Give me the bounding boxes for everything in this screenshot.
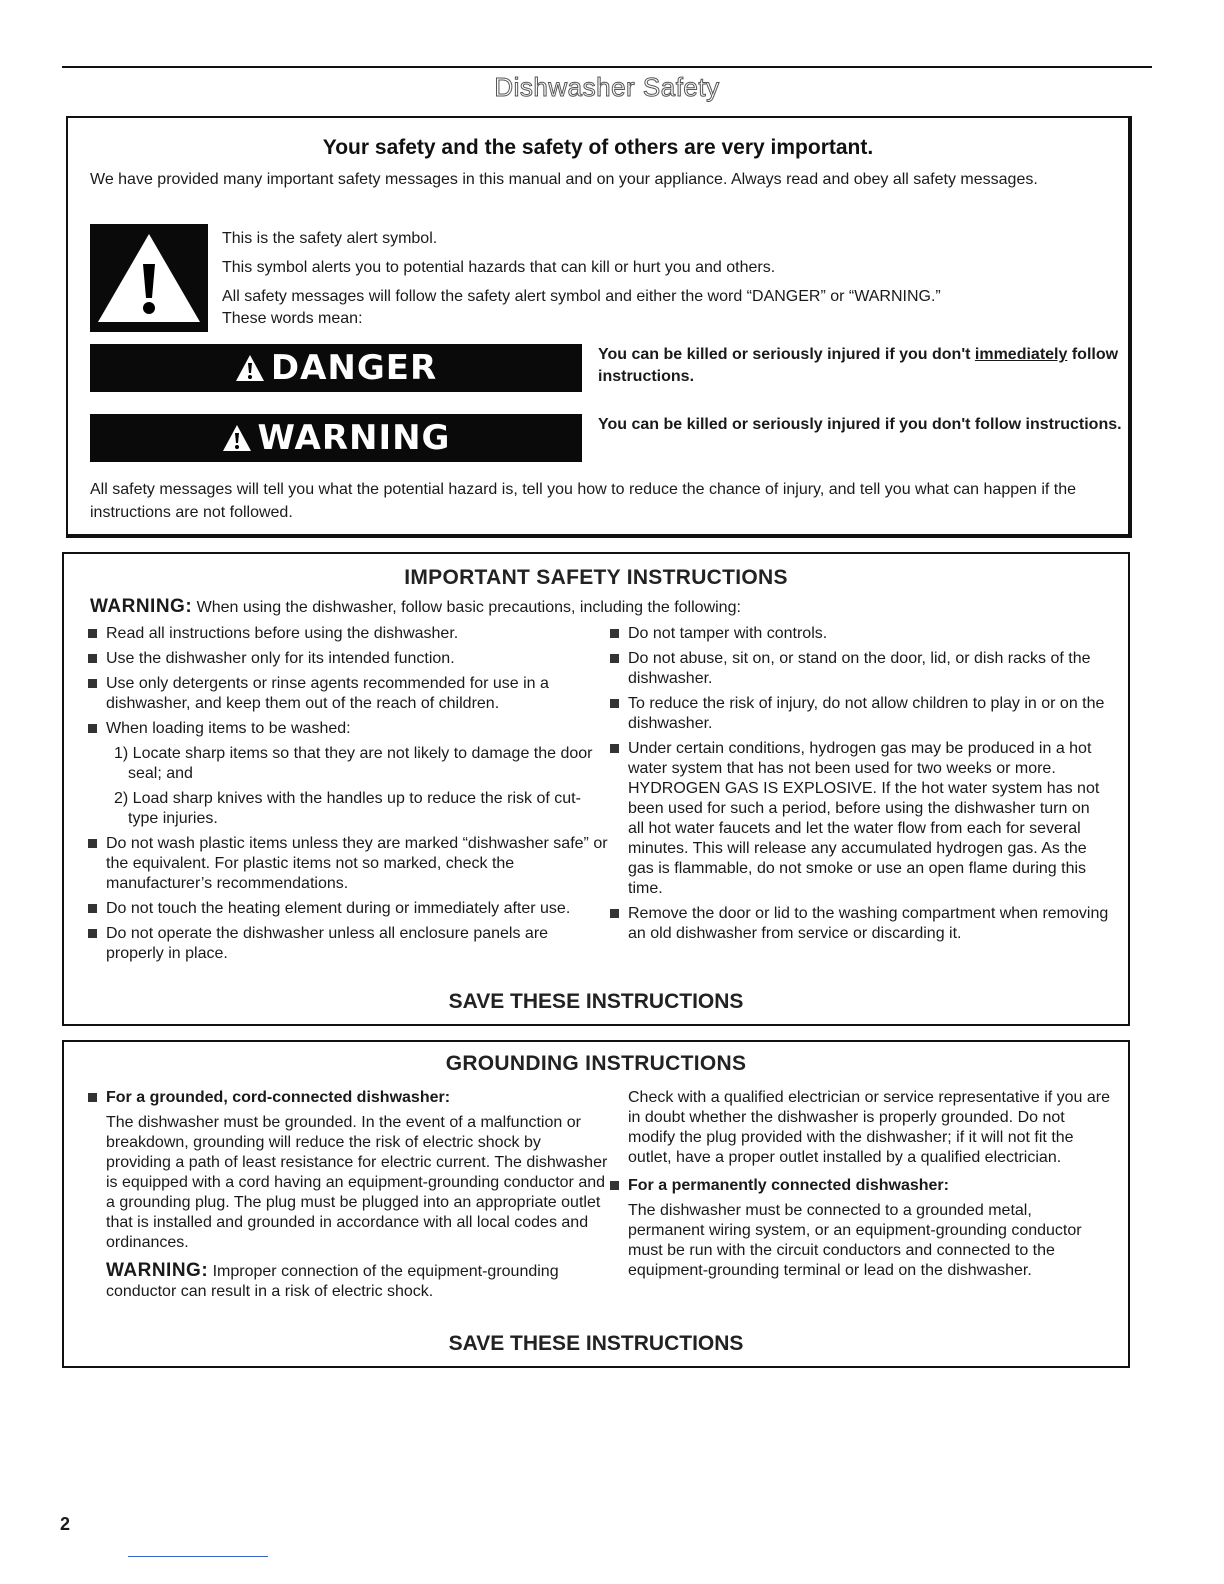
instructions-left-column: [88, 624, 608, 969]
page-number: 2: [60, 1514, 71, 1534]
symbol-line: These words mean:: [222, 310, 363, 327]
list-item: To reduce the risk of injury, do not allow children to play in or on the dishwasher.: [610, 694, 1110, 734]
list-item: When loading items to be washed:: [88, 719, 608, 739]
list-item: Do not wash plastic items unless they are marked “dishwasher safe” or the equivalent. For plastic items not so marked, check the manufacturer’s recommendations.: [88, 834, 608, 894]
section-heading: GROUNDING INSTRUCTIONS: [445, 1052, 747, 1075]
warning-triangle-icon: [235, 354, 265, 382]
list-item: Do not tamper with controls.: [610, 624, 1110, 644]
immediately-emphasis: immediately: [974, 346, 1068, 363]
save-instructions-label: SAVE THESE INSTRUCTIONS: [448, 1332, 744, 1355]
safety-box: [66, 116, 1132, 538]
symbol-line: This is the safety alert symbol.: [222, 230, 438, 247]
corded-heading: For a grounded, cord-connected dishwasher:: [88, 1088, 608, 1108]
section-heading: IMPORTANT SAFETY INSTRUCTIONS: [404, 566, 788, 589]
danger-label: DANGER: [270, 348, 438, 388]
top-rule: [62, 66, 1152, 68]
warning-label: WARNING: [257, 418, 451, 458]
sub-item: 2) Load sharp knives with the handles up to reduce the risk of cut-type injuries.: [114, 790, 581, 827]
grounding-instructions: [62, 1040, 1130, 1368]
permanent-text: The dishwasher must be connected to a grounded metal, permanent wiring system, or an equipment-grounding conductor must be run with the circuit conductors and connected to the equipment-grounding terminal or lead on the dishwasher.: [628, 1202, 1082, 1279]
symbol-explanation: [222, 228, 1102, 330]
list-item: Do not abuse, sit on, or stand on the door, lid, or dish racks of the dishwasher.: [610, 649, 1110, 689]
check-text: Check with a qualified electrician or service representative if you are in doubt whether the dishwasher is properly grounded. Do not modify the plug provided with the dishwasher; if it will not fit the outlet, have a proper outlet installed by a qualified electrician.: [628, 1089, 1111, 1166]
important-safety-instructions: [62, 552, 1130, 1026]
list-item: Use the dishwasher only for its intended function.: [88, 649, 608, 669]
list-item: Read all instructions before using the dishwasher.: [88, 624, 608, 644]
permanent-heading: For a permanently connected dishwasher:: [610, 1176, 1110, 1196]
list-item: Do not touch the heating element during or immediately after use.: [88, 899, 608, 919]
grounding-warning: WARNING: Improper connection of the equipment-grounding conductor can result in a risk of electric shock.: [106, 1260, 559, 1300]
page-title: Dishwasher Safety: [494, 72, 720, 102]
danger-description: You can be killed or seriously injured if you don't immediately follow instructions.: [598, 346, 1119, 385]
safety-intro: We have provided many important safety messages in this manual and on your appliance. Always read and obey all safety messages.: [90, 171, 1038, 188]
sub-item: 1) Locate sharp items so that they are not likely to damage the door seal; and: [114, 745, 593, 782]
grounding-left-column: [88, 1088, 608, 1302]
instructions-right-column: [610, 624, 1110, 949]
list-item: Remove the door or lid to the washing compartment when removing an old dishwasher from service or discarding it.: [610, 904, 1110, 944]
safety-heading: Your safety and the safety of others are very important.: [322, 136, 874, 159]
list-item: Do not operate the dishwasher unless all enclosure panels are properly in place.: [88, 924, 608, 964]
symbol-line: All safety messages will follow the safety alert symbol and either the word “DANGER” or “WARNING.”: [222, 288, 941, 305]
symbol-line: This symbol alerts you to potential hazards that can kill or hurt you and others.: [222, 259, 776, 276]
footer-rule: [128, 1556, 268, 1557]
warning-label: WARNING:: [106, 1260, 209, 1281]
grounding-right-column: [610, 1088, 1110, 1281]
warning-line: WARNING: When using the dishwasher, follow basic precautions, including the following:: [90, 596, 741, 617]
safety-closing: All safety messages will tell you what the potential hazard is, tell you how to reduce the chance of injury, and tell you what can happen if the instructions are not followed.: [90, 481, 1077, 521]
warning-signal-bar: [90, 414, 582, 462]
list-item: Under certain conditions, hydrogen gas may be produced in a hot water system that has not been used for two weeks or more. HYDROGEN GAS IS EXPLOSIVE. If the hot water system has not been used for such a period, before using the dishwasher turn on all hot water faucets and let the water flow from each for several minutes. This will release any accumulated hydrogen gas. As the gas is flammable, do not smoke or use an open flame during this time.: [610, 739, 1110, 899]
safety-alert-icon: [90, 224, 208, 332]
warning-triangle-icon: [222, 424, 252, 452]
danger-signal-bar: [90, 344, 582, 392]
save-instructions-label: SAVE THESE INSTRUCTIONS: [448, 990, 744, 1013]
list-item: Use only detergents or rinse agents recommended for use in a dishwasher, and keep them out of the reach of children.: [88, 674, 608, 714]
warning-label: WARNING:: [90, 596, 193, 617]
warning-description: You can be killed or seriously injured if you don't follow instructions.: [598, 416, 1122, 433]
corded-text: The dishwasher must be grounded. In the event of a malfunction or breakdown, grounding will reduce the risk of electric shock by providing a path of least resistance for electric current. The dishwasher is equipped with a cord having an equipment-grounding conductor and a grounding plug. The plug must be plugged into an appropriate outlet that is installed and grounded in accordance with all local codes and ordinances.: [106, 1114, 608, 1251]
